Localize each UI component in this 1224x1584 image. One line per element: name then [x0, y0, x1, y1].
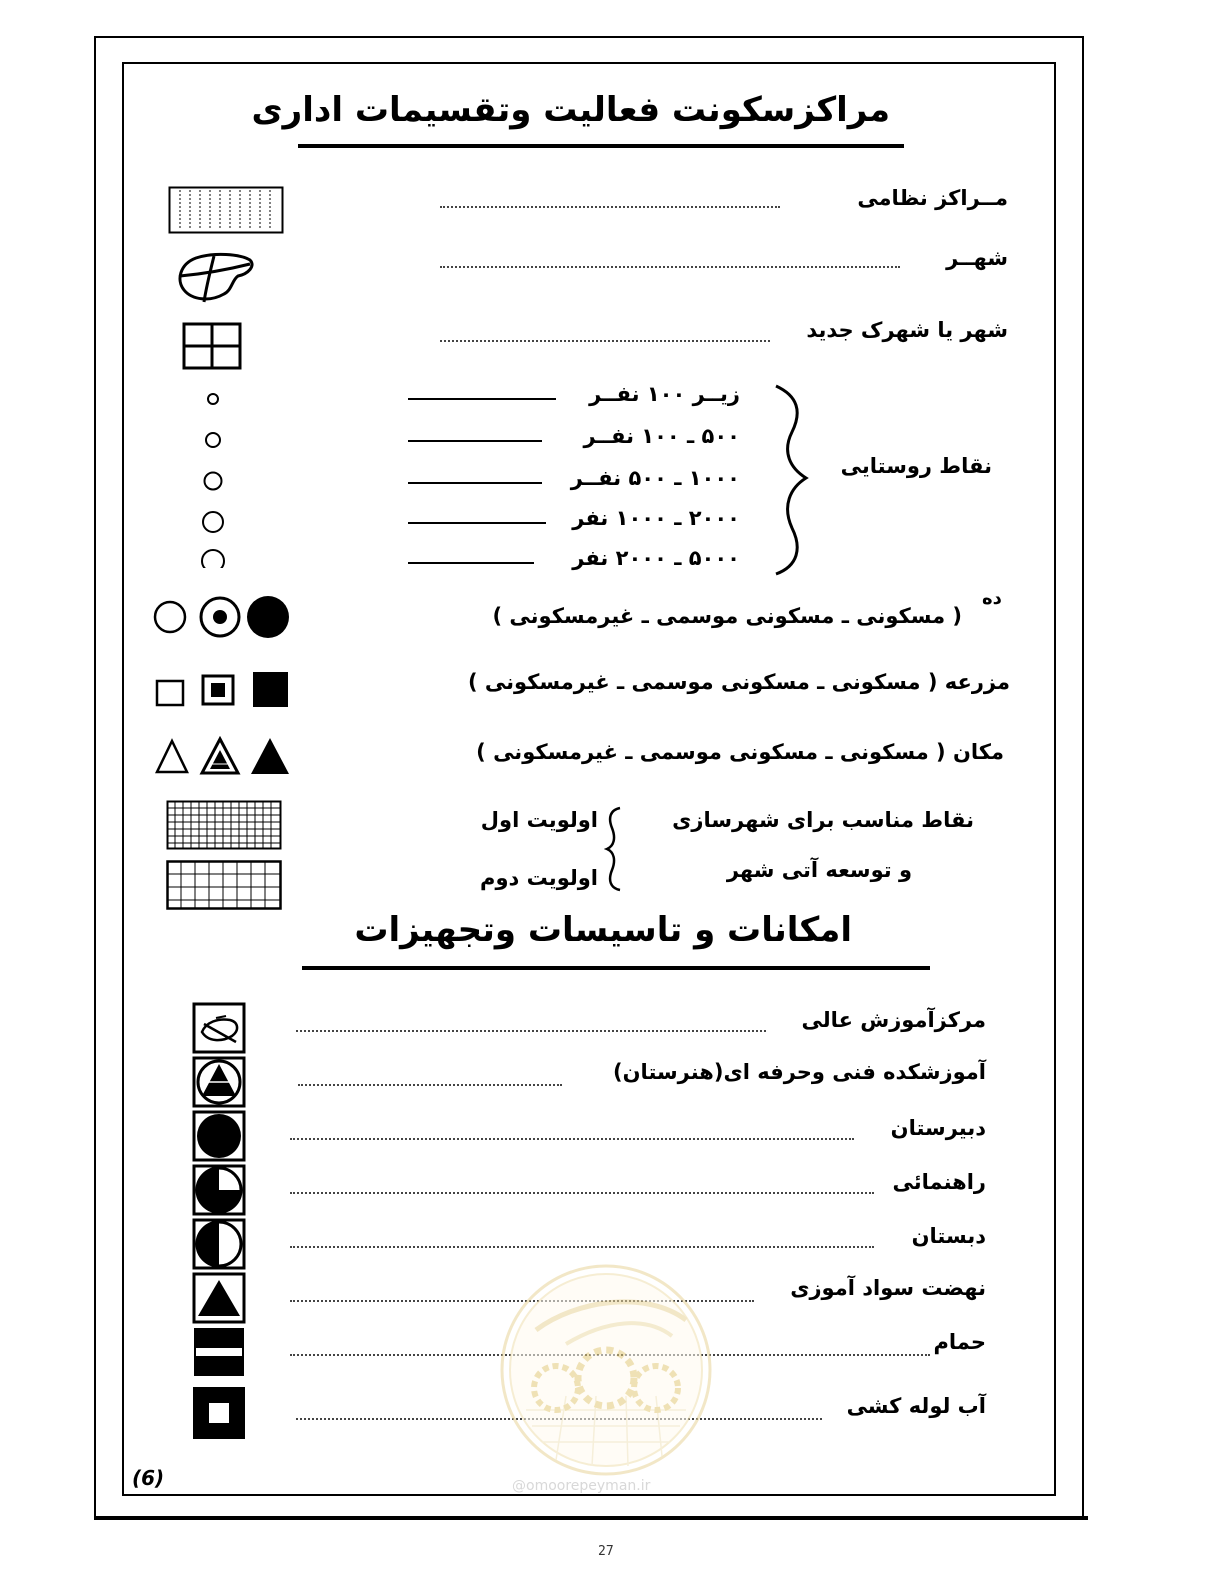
farm-label: مزرعه ( مسکونی ـ مسکونی موسمی ـ غیرمسکونی ): [467, 670, 1010, 694]
suitable-points-line1: نقاط مناسب برای شهرسازی: [672, 808, 974, 832]
primary-school-icon: [192, 1218, 246, 1274]
piped-water-icon: [192, 1386, 246, 1444]
rural-range-4: ۲۰۰۰ ـ ۱۰۰۰ نفر: [572, 506, 740, 530]
inner-page-label: (6): [132, 1466, 165, 1490]
leader-dots: [440, 206, 780, 208]
right-brace-icon: [604, 806, 624, 896]
leader-dots: [298, 1084, 562, 1086]
village-icons: [152, 594, 292, 644]
military-area-icon: [168, 186, 284, 238]
literacy-movement-icon: [192, 1272, 246, 1328]
middle-school-icon: [192, 1164, 246, 1220]
higher-education-icon: [192, 1002, 246, 1058]
leader-line: [408, 522, 546, 524]
facility-label-literacy-movement: نهضت سواد آموزی: [790, 1276, 986, 1300]
leader-line: [408, 440, 542, 442]
watermark-logo-icon: [496, 1260, 716, 1504]
city-label: شهــر: [946, 246, 1008, 270]
facility-label-middle-school: راهنمائی: [892, 1170, 986, 1194]
section1-title: مراکزسکونت فعالیت وتقسیمات اداری: [251, 90, 890, 130]
farm-icons: [154, 672, 290, 712]
watermark-text: @omoorepeyman.ir: [512, 1478, 651, 1494]
facility-label-bathhouse: حمام: [933, 1330, 986, 1354]
military-label: مــراکز نظامی: [857, 186, 1008, 210]
new-city-label: شهر یا شهرک جدید: [806, 318, 1008, 342]
section2-title: امکانات و تاسیسات وتجهیزات: [354, 910, 852, 950]
new-city-icon: [182, 322, 242, 374]
leader-line: [408, 398, 556, 400]
right-brace-icon: [772, 382, 812, 582]
facility-label-primary-school: دبستان: [911, 1224, 986, 1248]
facility-label-technical-school: آموزشکده فنی وحرفه ای(هنرستان): [613, 1060, 986, 1084]
leader-line: [408, 482, 542, 484]
leader-dots: [290, 1246, 874, 1248]
city-icon: [174, 250, 258, 308]
outer-frame-bottom-edge: [94, 1516, 1088, 1520]
priority-second-icon: [166, 860, 282, 914]
page-number: 27: [598, 1544, 614, 1559]
rural-range-5: ۵۰۰۰ ـ ۲۰۰۰ نفر: [572, 546, 740, 570]
section1-title-rule: [298, 144, 904, 148]
section2-title-rule: [302, 966, 930, 970]
leader-dots: [440, 266, 900, 268]
rural-range-3: ۱۰۰۰ ـ ۵۰۰ نفــر: [570, 466, 740, 490]
leader-dots: [290, 1138, 854, 1140]
facility-label-high-school: دبیرستان: [890, 1116, 986, 1140]
suitable-points-line2: و توسعه آتی شهر: [726, 858, 912, 882]
facility-label-piped-water: آب لوله کشی: [846, 1394, 986, 1418]
priority-first-label: اولویت اول: [480, 808, 598, 832]
priority-second-label: اولویت دوم: [480, 866, 598, 890]
bathhouse-icon: [192, 1326, 246, 1382]
village-label: ( مسکونی ـ مسکونی موسمی ـ غیرمسکونی ): [492, 604, 962, 628]
facility-label-higher-education: مرکزآموزش عالی: [801, 1008, 986, 1032]
place-label: مکان ( مسکونی ـ مسکونی موسمی ـ غیرمسکونی ): [476, 740, 1004, 764]
technical-school-icon: [192, 1056, 246, 1112]
village-abbrev: ده: [982, 588, 1002, 609]
leader-dots: [296, 1030, 766, 1032]
rural-range-2: ۵۰۰ ـ ۱۰۰ نفــر: [583, 424, 740, 448]
circle-small-icon: [200, 388, 226, 572]
leader-dots: [290, 1192, 874, 1194]
place-icons: [154, 736, 292, 780]
leader-line: [408, 562, 534, 564]
rural-points-label: نقاط روستایی: [840, 454, 992, 478]
rural-range-1: زیــر ۱۰۰ نفــر: [589, 382, 740, 406]
high-school-icon: [192, 1110, 246, 1166]
leader-dots: [440, 340, 770, 342]
priority-first-icon: [166, 800, 282, 854]
